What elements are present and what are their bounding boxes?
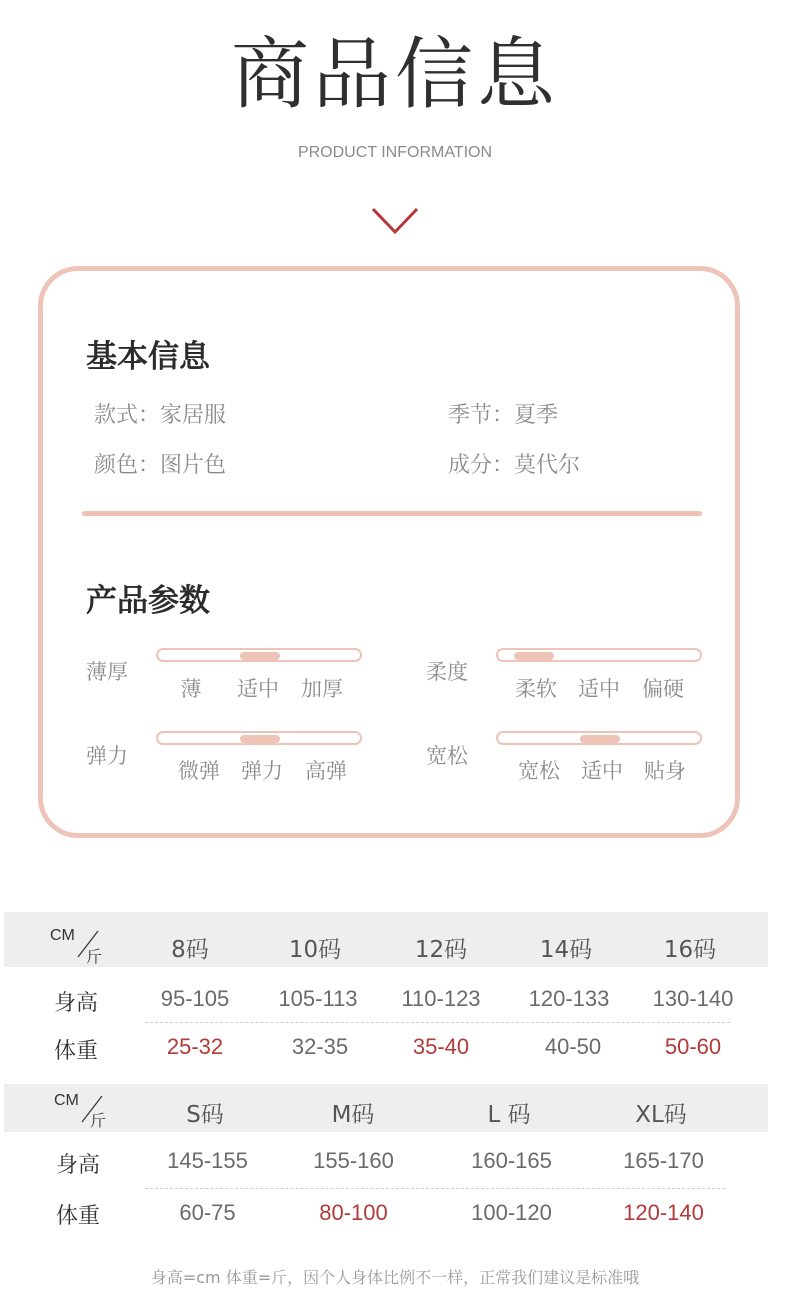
table-cell: 50-60 xyxy=(664,1034,722,1059)
scale-option: 高弹 xyxy=(305,759,347,783)
table-cell: 95-105 xyxy=(160,986,230,1011)
scale-marker-softness xyxy=(514,652,554,660)
row-label-weight: 体重 xyxy=(56,1204,101,1229)
params-heading: 产品参数 xyxy=(86,583,210,619)
unit-jin-label: 斤 xyxy=(90,1113,107,1130)
size-header: M码 xyxy=(331,1102,375,1128)
size-header: L 码 xyxy=(487,1102,531,1128)
scale-label-elasticity: 弹力 xyxy=(86,744,128,768)
table-cell: 120-140 xyxy=(623,1200,704,1225)
row-label-height: 身高 xyxy=(56,1153,101,1178)
info-item-material: 成分：莫代尔 xyxy=(448,453,581,478)
unit-cm-label: CM xyxy=(50,927,75,944)
scale-track-elasticity xyxy=(156,731,362,745)
scale-option: 宽松 xyxy=(518,759,560,783)
size-header: XL码 xyxy=(635,1102,687,1128)
size-header: 10码 xyxy=(288,937,342,963)
scale-option: 微弹 xyxy=(178,759,220,783)
scale-track-thickness xyxy=(156,648,362,662)
row-separator xyxy=(145,1022,730,1023)
row-separator xyxy=(145,1188,725,1189)
table-cell: 40-50 xyxy=(544,1034,602,1059)
info-item-style: 款式：家居服 xyxy=(94,403,227,428)
scale-option: 适中 xyxy=(581,759,623,783)
table-cell: 60-75 xyxy=(179,1200,236,1225)
page-title: 商品信息 xyxy=(230,30,559,120)
scale-label-fit: 宽松 xyxy=(426,744,468,768)
scale-option: 柔软 xyxy=(515,677,557,701)
size-header: 16码 xyxy=(663,937,717,963)
scale-marker-elasticity xyxy=(240,735,280,743)
table-cell: 165-170 xyxy=(623,1148,704,1173)
scale-marker-thickness xyxy=(240,652,280,660)
scale-label-thickness: 薄厚 xyxy=(86,660,128,684)
table-cell: 100-120 xyxy=(471,1200,552,1225)
scale-option: 适中 xyxy=(578,677,620,701)
scale-option: 弹力 xyxy=(241,759,283,783)
size-header: 12码 xyxy=(414,937,468,963)
table-cell: 25-32 xyxy=(166,1034,224,1059)
table-cell: 110-123 xyxy=(401,986,481,1011)
section-divider xyxy=(82,511,702,516)
table-cell: 145-155 xyxy=(167,1148,248,1173)
table-cell: 155-160 xyxy=(313,1148,394,1173)
page-subtitle: PRODUCT INFORMATION xyxy=(297,144,493,161)
chevron-down-icon xyxy=(370,206,420,236)
row-label-height: 身高 xyxy=(54,991,99,1016)
size-header: S码 xyxy=(186,1102,224,1128)
unit-cm-label: CM xyxy=(54,1092,79,1109)
row-label-weight: 体重 xyxy=(54,1039,99,1064)
size-header: 14码 xyxy=(539,937,593,963)
table-cell: 130-140 xyxy=(652,986,734,1011)
scale-option: 贴身 xyxy=(644,759,686,783)
scale-option: 偏硬 xyxy=(642,677,684,701)
table-cell: 105-113 xyxy=(278,986,358,1011)
scale-option: 加厚 xyxy=(301,677,343,701)
info-item-season: 季节：夏季 xyxy=(448,403,559,428)
scale-track-fit xyxy=(496,731,702,745)
table-cell: 80-100 xyxy=(319,1200,388,1225)
size-header: 8码 xyxy=(171,937,209,963)
scale-option: 薄 xyxy=(180,677,202,701)
scale-option: 适中 xyxy=(237,677,279,701)
size-footnote: 身高=cm 体重=斤，因个人身体比例不一样，正常我们建议是标准哦 xyxy=(150,1268,640,1287)
table-cell: 120-133 xyxy=(528,986,610,1011)
scale-track-softness xyxy=(496,648,702,662)
table-cell: 35-40 xyxy=(412,1034,470,1059)
table-cell: 32-35 xyxy=(291,1034,349,1059)
unit-jin-label: 斤 xyxy=(86,949,103,966)
scale-marker-fit xyxy=(580,735,620,743)
info-item-color: 颜色：图片色 xyxy=(94,453,227,478)
table-cell: 160-165 xyxy=(471,1148,552,1173)
basic-info-heading: 基本信息 xyxy=(86,339,210,375)
scale-label-softness: 柔度 xyxy=(426,660,468,684)
